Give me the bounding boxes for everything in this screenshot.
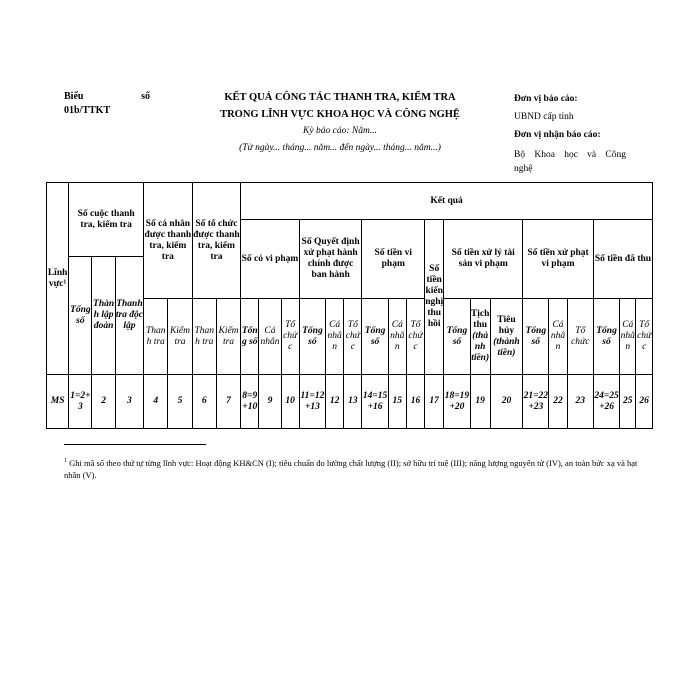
ms-cell: 3 bbox=[115, 375, 143, 429]
form-code: 01b/TTKT bbox=[64, 105, 111, 116]
sub-tai-san-tong-so: Tổng số bbox=[444, 299, 470, 375]
ms-cell: 7 bbox=[216, 375, 240, 429]
reporting-unit-label: Đơn vị báo cáo: bbox=[514, 94, 578, 104]
ms-cell: 12 bbox=[326, 375, 344, 429]
col-so-quyet-dinh: Số Quyết định xử phạt hành chính được ban hành bbox=[299, 220, 362, 299]
sub-ca-nhan-kiem-tra: Kiểm tra bbox=[168, 299, 192, 375]
ms-cell: 14=15+16 bbox=[362, 375, 388, 429]
footnote-separator bbox=[64, 444, 206, 445]
ms-cell: 6 bbox=[192, 375, 216, 429]
sub-tien-vi-pham-ca-nhan: Cá nhân bbox=[388, 299, 406, 375]
sub-da-thu-ca-nhan: Cá nhân bbox=[620, 299, 636, 375]
col-so-ca-nhan: Số cá nhân được thanh tra, kiểm tra bbox=[144, 183, 193, 299]
ms-cell: 25 bbox=[620, 375, 636, 429]
reporting-unit: UBND cấp tỉnh bbox=[514, 112, 574, 122]
report-title-block bbox=[190, 89, 490, 157]
ms-cell: 16 bbox=[406, 375, 424, 429]
sub-ca-nhan-thanh-tra: Thanh tra bbox=[144, 299, 168, 375]
sub-tong-so: Tổng số bbox=[69, 257, 92, 375]
unit-info-block bbox=[514, 90, 626, 176]
ms-cell: 21=22+23 bbox=[523, 375, 549, 429]
form-number-block bbox=[64, 90, 150, 118]
col-so-tien-kien-nghi-thu-hoi: Số tiền kiến nghị thu hồi bbox=[425, 220, 444, 375]
sub-tich-thu-label: Tịch thu bbox=[470, 309, 490, 330]
report-period: Kỳ báo cáo: Năm... bbox=[303, 126, 377, 136]
ms-cell: 5 bbox=[168, 375, 192, 429]
sub-tien-vi-pham-tong-so: Tổng số bbox=[362, 299, 388, 375]
col-so-tien-xu-phat: Số tiền xử phạt vi phạm bbox=[523, 220, 594, 299]
footnote bbox=[64, 455, 638, 481]
col-so-co-vi-pham: Số có vi phạm bbox=[241, 220, 300, 299]
sub-tieu-huy-label: Tiêu hủy bbox=[497, 314, 516, 336]
col-so-tien-xu-ly-tai-san: Số tiền xử lý tài sản vi phạm bbox=[444, 220, 523, 299]
ms-cell: 2 bbox=[92, 375, 115, 429]
ms-cell: 20 bbox=[490, 375, 522, 429]
sub-tieu-huy bbox=[490, 299, 522, 375]
sub-vi-pham-tong-so: Tổng số bbox=[241, 299, 259, 375]
ms-cell: 9 bbox=[259, 375, 281, 429]
ms-cell: 22 bbox=[549, 375, 567, 429]
ms-cell: MS bbox=[47, 375, 69, 429]
report-title-line2: TRONG LĨNH VỰC KHOA HỌC VÀ CÔNG NGHỆ bbox=[220, 109, 460, 120]
sub-quyet-dinh-ca-nhan: Cá nhân bbox=[326, 299, 344, 375]
sub-tieu-huy-note: (thành tiền) bbox=[493, 336, 520, 358]
col-linh-vuc: Lĩnh vực¹ bbox=[47, 183, 69, 375]
ms-cell: 23 bbox=[567, 375, 593, 429]
sub-quyet-dinh-to-chuc: Tổ chức bbox=[344, 299, 362, 375]
ms-cell: 18=19+20 bbox=[444, 375, 470, 429]
receiving-unit-line2: nghệ bbox=[514, 164, 533, 174]
ms-cell: 26 bbox=[636, 375, 653, 429]
report-date-range: (Từ ngày... tháng... năm... đến ngày... tháng... năm...) bbox=[239, 143, 441, 153]
ms-cell: 24=25+26 bbox=[593, 375, 619, 429]
ms-cell: 1=2+3 bbox=[69, 375, 92, 429]
col-so-to-chuc: Số tổ chức được thanh tra, kiểm tra bbox=[192, 183, 241, 299]
receiving-unit-label: Đơn vị nhận báo cáo: bbox=[514, 130, 601, 140]
footnote-text: Ghi mã số theo thứ tự từng lĩnh vực: Hoạt động KH&CN (I); tiêu chuẩn đo lường chất lượng (II); sở hữu trí tuệ (III); năng lượng nguyên tử (IV), an toàn bức xạ và hạt nhân (V). bbox=[64, 457, 638, 480]
sub-tich-thu-note: (thành tiền) bbox=[471, 331, 490, 363]
sub-xu-phat-tong-so: Tổng số bbox=[523, 299, 549, 375]
ms-cell: 10 bbox=[281, 375, 299, 429]
sub-xu-phat-ca-nhan: Cá nhân bbox=[549, 299, 567, 375]
ms-cell: 15 bbox=[388, 375, 406, 429]
ms-cell: 17 bbox=[425, 375, 444, 429]
ms-row bbox=[47, 375, 653, 429]
col-so-tien-da-thu: Số tiền đã thu bbox=[593, 220, 652, 299]
col-so-tien-vi-pham: Số tiền vi phạm bbox=[362, 220, 425, 299]
sub-tich-thu bbox=[470, 299, 490, 375]
sub-da-thu-tong-so: Tổng số bbox=[593, 299, 619, 375]
sub-da-thu-to-chuc: Tổ chức bbox=[636, 299, 653, 375]
sub-xu-phat-to-chuc: Tổ chức bbox=[567, 299, 593, 375]
sub-vi-pham-to-chuc: Tổ chức bbox=[281, 299, 299, 375]
form-label-a: Biểu bbox=[64, 91, 84, 102]
report-title-line1: KẾT QUẢ CÔNG TÁC THANH TRA, KIỂM TRA bbox=[224, 92, 456, 103]
sub-thanh-lap-doan: Thành lập đoàn bbox=[92, 257, 115, 375]
form-label-b: số bbox=[141, 91, 150, 102]
ms-cell: 13 bbox=[344, 375, 362, 429]
sub-thanh-tra-doc-lap: Thanh tra độc lập bbox=[115, 257, 143, 375]
sub-tien-vi-pham-to-chuc: Tổ chức bbox=[406, 299, 424, 375]
sub-vi-pham-ca-nhan: Cá nhân bbox=[259, 299, 281, 375]
footnote-index: 1 bbox=[64, 458, 67, 464]
receiving-unit-line1: Bộ Khoa học và Công bbox=[514, 150, 626, 160]
sub-to-chuc-kiem-tra: Kiểm tra bbox=[216, 299, 240, 375]
ms-cell: 19 bbox=[470, 375, 490, 429]
ms-cell: 11=12+13 bbox=[299, 375, 325, 429]
sub-quyet-dinh-tong-so: Tổng số bbox=[299, 299, 325, 375]
sub-to-chuc-thanh-tra: Thanh tra bbox=[192, 299, 216, 375]
col-so-cuoc: Số cuộc thanh tra, kiểm tra bbox=[69, 183, 144, 257]
report-table bbox=[46, 182, 653, 429]
ms-cell: 8=9+10 bbox=[241, 375, 259, 429]
col-ket-qua: Kết quả bbox=[241, 183, 653, 220]
ms-cell: 4 bbox=[144, 375, 168, 429]
